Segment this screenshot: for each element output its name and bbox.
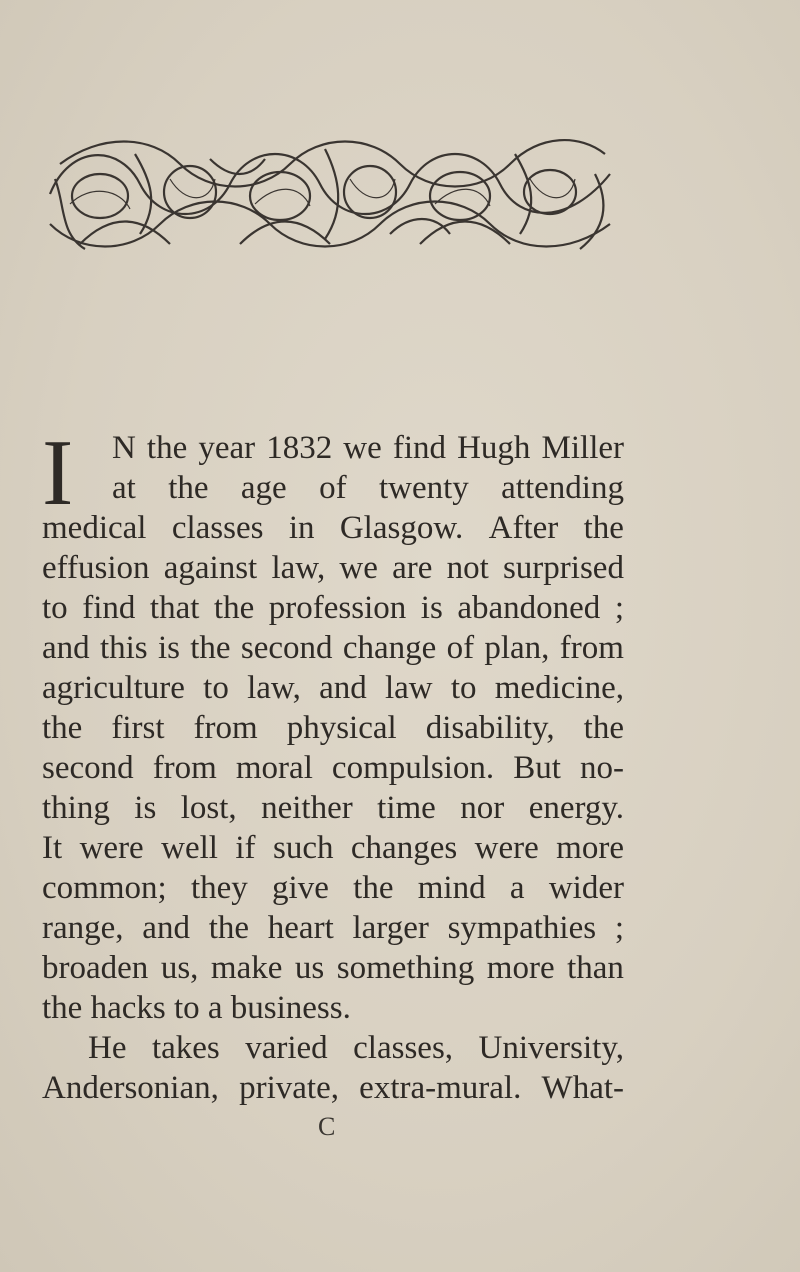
text-line: broaden us, make us something more than: [42, 950, 624, 986]
drop-cap: I: [42, 421, 74, 525]
text-line: and this is the second change of plan, from: [42, 630, 624, 666]
text-line: thing is lost, neither time nor energy.: [42, 790, 624, 826]
text-line: at the age of twenty attending: [112, 470, 624, 506]
text-line: the first from physical disability, the: [42, 710, 624, 746]
text-line: the hacks to a business.: [42, 990, 351, 1026]
body-text: [42, 421, 624, 1108]
text-line: agriculture to law, and law to medicine,: [42, 670, 624, 706]
text-line: second from moral compulsion. But no-: [42, 750, 624, 786]
text-line: common; they give the mind a wider: [42, 870, 624, 906]
text-line: to find that the profession is abandoned ;: [42, 590, 624, 626]
text-line: Andersonian, private, extra-mural. What-: [42, 1070, 624, 1106]
text-line: medical classes in Glasgow. After the: [42, 510, 624, 546]
text-line: effusion against law, we are not surprised: [42, 550, 624, 586]
text-line: It were well if such changes were more: [42, 830, 624, 866]
scrollwork-ornament-icon: [40, 134, 620, 264]
text-line: N the year 1832 we find Hugh Miller: [112, 430, 624, 466]
signature-mark: C: [318, 1112, 336, 1141]
text-line: range, and the heart larger sympathies ;: [42, 910, 624, 946]
text-line: He takes varied classes, University,: [88, 1030, 624, 1066]
